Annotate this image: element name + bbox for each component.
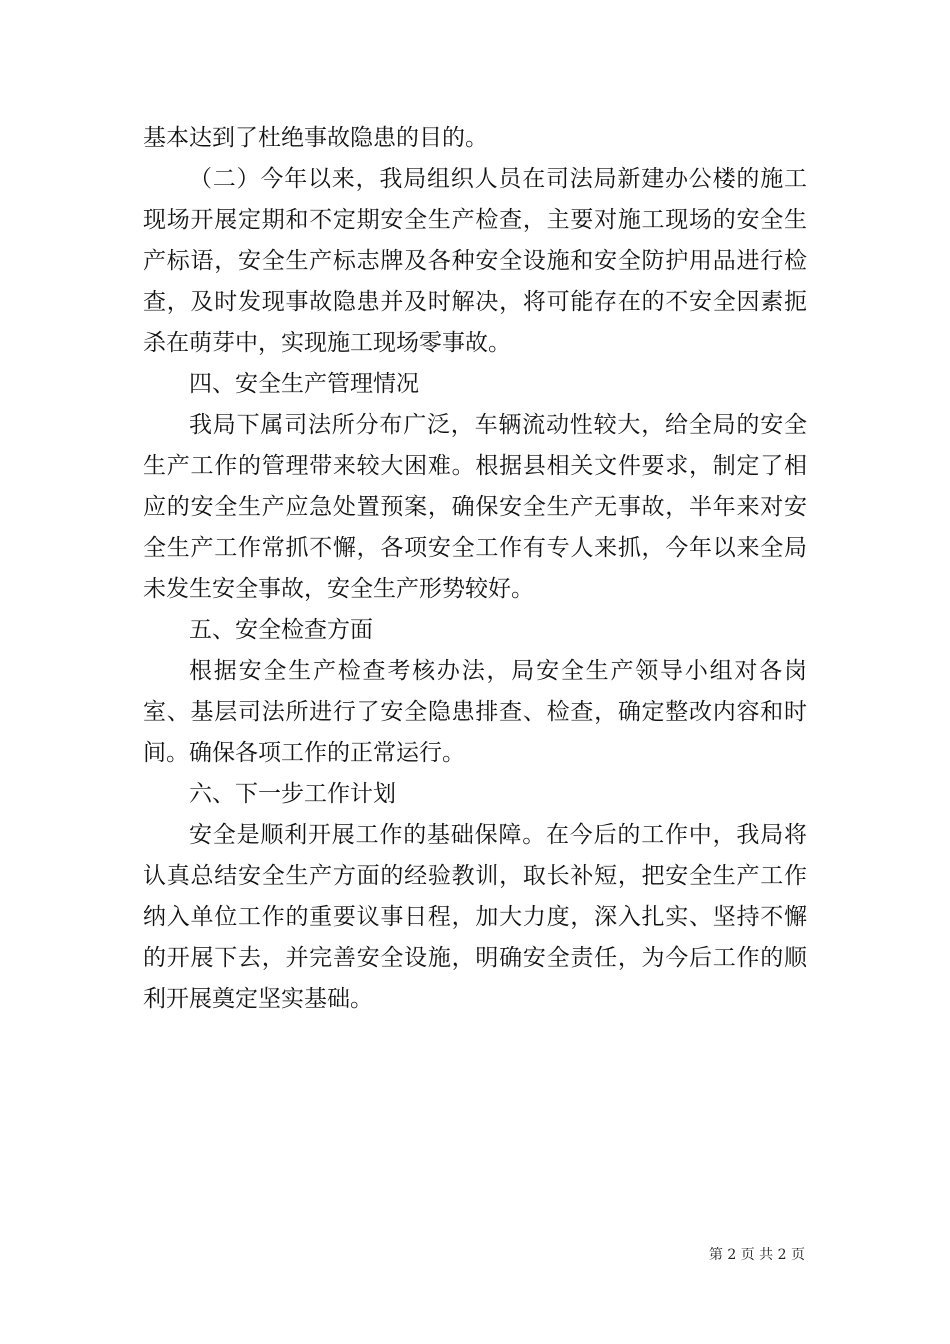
paragraph-continuation: 基本达到了杜绝事故隐患的目的。 <box>143 125 488 151</box>
paragraph-construction-site-check: （二）今年以来，我局组织人员在司法局新建办公楼的施工现场开展定期和不定期安全生产检查，主要对施工现场的安全生产标语，安全生产标志牌及各种安全设施和安全防护用品进行检查，及时发现事故隐患并及时解决，将可能存在的不安全因素扼杀在萌芽中，实现施工现场零事故。 <box>143 166 807 356</box>
paragraph-management: 我局下属司法所分布广泛，车辆流动性较大，给全局的安全生产工作的管理带来较大困难。根据县相关文件要求，制定了相应的安全生产应急处置预案，确保安全生产无事故，半年来对安全生产工作常抓不懈，各项安全工作有专人来抓，今年以来全局未发生安全事故，安全生产形势较好。 <box>143 412 807 602</box>
document-body <box>143 118 807 1020</box>
section-heading-next-plan: 六、下一步工作计划 <box>189 781 396 807</box>
section-heading-management: 四、安全生产管理情况 <box>189 371 419 397</box>
paragraph-inspection: 根据安全生产检查考核办法，局安全生产领导小组对各岗室、基层司法所进行了安全隐患排查、检查，确定整改内容和时间。确保各项工作的正常运行。 <box>143 658 807 766</box>
paragraph-next-plan: 安全是顺利开展工作的基础保障。在今后的工作中，我局将认真总结安全生产方面的经验教训，取长补短，把安全生产工作纳入单位工作的重要议事日程，加大力度，深入扎实、坚持不懈的开展下去，并完善安全设施，明确安全责任，为今后工作的顺利开展奠定坚实基础。 <box>143 822 807 1012</box>
page-number-footer: 第 2 页 共 2 页 <box>708 1247 805 1263</box>
section-heading-inspection: 五、安全检查方面 <box>189 617 373 643</box>
